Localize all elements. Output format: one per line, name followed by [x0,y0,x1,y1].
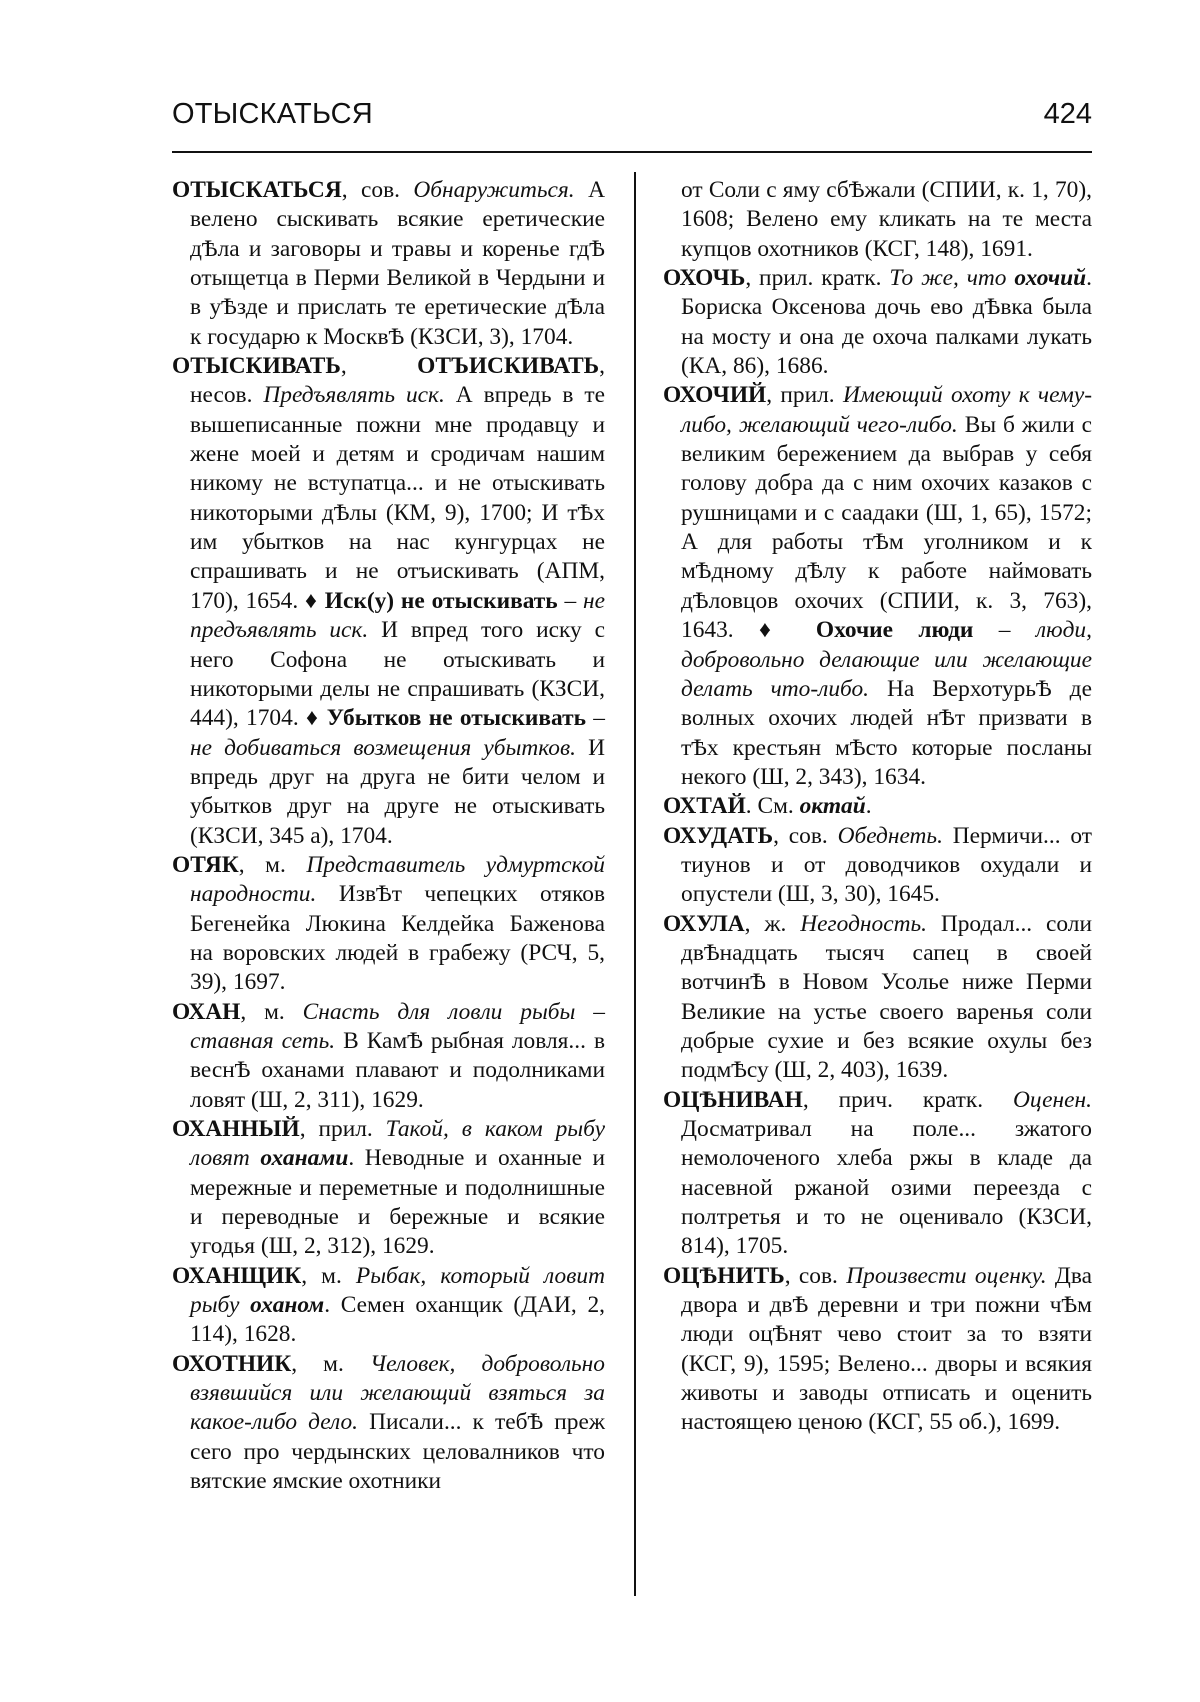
grammar-label: , ж. [744,910,787,937]
example-text: . Бориска Оксенова дочь ево дѢвка была на мосту и она де охоча палками лукать (КА, 86), 1686. [681,265,1092,380]
entry-continuation [663,176,1092,264]
entry-end-punct: . [865,793,872,820]
definition: Произвести оценку. [846,1262,1047,1289]
column-divider [634,172,636,1596]
page-header [172,96,1092,146]
dictionary-entry [663,264,1092,381]
example-text: И впред того иску с него Софона не отыскивать и никоторыми делы не спрашивать (КЗСИ, 444), 1704. [190,617,605,732]
headword: ОХАНЩИК [172,1262,302,1289]
example-text: Вы б жили с великим бережением да выбрав у себя голову добра да с ним охочих казаков с рушницами и с саадаки (Ш, 1, 65), 1572; А для работы тѢм уголником и к мѢдному дѢлу к работе наймовать дѢловцов охочих (СПИИ, к. 3, 763), 1643. [681,411,1092,644]
header-rule [172,151,1092,153]
running-title: ОТЫСКАТЬСЯ [172,98,373,130]
dictionary-entry [663,1086,1092,1262]
grammar-label: , сов. [784,1262,838,1289]
example-text: Продал... соли двѢнадцать тысяч сапец в своей вотчинѢ в Новом Усолье ниже Перми Великие на устье своего варенья соли добрые сухие и без всякие охулы без подмѢсу (Ш, 2, 403), 1639. [681,910,1092,1084]
example-text: А впредь в те вышеписанные пожни мне продавцу и жене моей и детям и сродичам нашим никому не вступатца... и не отыскивать никоторыми дѢлы (КМ, 9), 1700; И тѢх им убытков на нас кунгурцах не спрашивать и не отъискивать (АПМ, 170), 1654. [190,382,605,614]
headword: ОХТАЙ [663,793,746,820]
diamond-icon: ♦ [759,617,791,644]
grammar-label: , сов. [341,177,400,203]
dictionary-entry [663,792,1092,821]
dictionary-entry [172,851,605,998]
phrase-headword: Охочие люди [815,617,974,644]
example-text: А велено сыскивать всякие еретические дѢла и заговоры и травы и коренье гдѢ отыщетца в Перми Великой в Чердыни и в уѢзде и прислать те еретические дѢла к государю к МосквѢ (КЗСИ, 3), 1704. [190,177,605,350]
headword: ОТЯК [172,851,239,878]
example-text: . Семен оханщик (ДАИ, 2, 114), 1628. [190,1292,605,1348]
grammar-label: . См. [745,793,794,820]
grammar-label: , м. [238,851,286,878]
definition: Представитель удмуртской народности. [190,851,605,908]
dictionary-entry [172,176,605,352]
headword: ОЦѢНИВАН [663,1086,803,1113]
cross-reference: оханом [250,1292,325,1319]
page-number: 424 [1043,98,1092,130]
example-text: от Соли с яму сбѢжали (СПИИ, к. 1, 70), 1608; Велено ему кликать на те места купцов охотников (КСГ, 148), 1691. [681,177,1092,262]
definition: То же, что [889,265,1007,292]
headword: ОТЫСКАТЬСЯ [172,177,342,203]
headword: ОХАН [172,998,241,1025]
left-column [172,176,605,1496]
dictionary-entry [663,910,1092,1086]
grammar-label: , м. [240,998,285,1025]
dictionary-entry [172,1262,605,1350]
example-text: Досматривал на поле... зжатого немолоченого хлеба ржы в кладе да насевной ржаной озими переезда с полтретья и то не оценивало (КЗСИ, 814), 1705. [681,1116,1092,1260]
diamond-icon: ♦ [306,705,320,732]
definition: Снасть для ловли рыбы – ставная сеть. [190,998,605,1054]
grammar-label: , м. [301,1262,342,1289]
dictionary-entry [663,381,1092,792]
headword: ОТЫСКИВАТЬ [172,353,341,380]
grammar-label: , м. [291,1350,344,1377]
dictionary-entry [172,1115,605,1262]
grammar-label: , прил. [766,382,835,409]
definition: Рыбак, который ловит рыбу [190,1262,605,1319]
dictionary-entry [172,998,605,1115]
right-column [663,176,1092,1438]
headword: ОХАННЫЙ [172,1116,300,1142]
dictionary-entry [663,822,1092,910]
headword-separator: , [340,353,418,380]
cross-reference: охочий [1014,265,1087,292]
definition: Предъявлять иск. [263,382,445,409]
dictionary-entry [172,1350,605,1497]
example-text: ИзвѢт чепецких отяков Бегенейка Люкина Келдейка Баженова на воровских людей в грабежу (РСЧ, 5, 39), 1697. [190,881,605,996]
example-text: . Неводные и оханные и мережные и переметные и подолнишные и переводные и бережные и всякие угодья (Ш, 2, 312), 1629. [190,1145,605,1260]
cross-reference: октай [799,793,866,820]
example-text: В КамѢ рыбная ловля... в веснѢ оханами плавают и подолниками ловят (Ш, 2, 311), 1629. [190,1027,605,1113]
dictionary-entry [172,352,605,851]
phrase-definition: – не предъявлять иск. [190,587,605,644]
definition: Имеющий охоту к чему-либо, желающий чего-либо. [681,382,1092,438]
definition: Такой, в каком рыбу ловят [190,1116,605,1172]
phrase-headword: Иск(у) не отыскивать [324,587,558,614]
phrase-definition: – не добиваться возмещения убытков. [190,705,605,761]
headword: ОХУЛА [663,910,745,937]
definition: Человек, добровольно взявшийся или желающий взяться за какое-либо дело. [190,1350,605,1436]
example-text: Пермичи... от тиунов и от доводчиков охудали и опустели (Ш, 3, 30), 1645. [681,822,1092,908]
grammar-label: , сов. [773,822,828,849]
definition: Обнаружиться. [413,177,575,203]
grammar-label: , прил. [299,1116,373,1142]
cross-reference: оханами [260,1145,349,1172]
headword: ОХОТНИК [172,1350,292,1377]
grammar-label: , несов. [190,353,605,409]
diamond-icon: ♦ [305,587,318,614]
phrase-headword: Убытков не отыскивать [326,705,586,732]
headword: ОХОЧИЙ [663,382,767,409]
grammar-label: , прил. кратк. [745,265,882,292]
dictionary-entry [663,1262,1092,1438]
headword: ОЦѢНИТЬ [663,1262,785,1289]
example-text: Писали... к тебѢ преж сего про чердынских целовалников что вятские ямские охотники [190,1409,605,1495]
example-text: И впредь друг на друга не бити челом и убытков друг на друге не отыскивать (КЗСИ, 345 а), 1704. [190,734,605,849]
example-text: Два двора и двѢ деревни и три пожни чѢм люди оцѢнят чево стоит за то взяти (КСГ, 9), 1595; Велено... дворы и всякия животы и заводы отписать и оценить настоящею ценою (КСГ, 55 об.), 1699. [681,1262,1092,1436]
headword-variant: ОТЪИСКИВАТЬ [417,353,600,380]
grammar-label: , прич. кратк. [802,1086,984,1113]
example-text: На ВерхотурьѢ де волных охочих людей нѢт призвати в тѢх крестьян мѢсто которые посланы некого (Ш, 2, 343), 1634. [681,675,1092,790]
definition: Негодность. [800,910,927,937]
headword: ОХОЧЬ [663,265,746,292]
definition: Оценен. [1013,1086,1092,1113]
definition: Обеднеть. [837,822,943,849]
headword: ОХУДАТЬ [663,822,774,849]
phrase-definition: – люди, добровольно делающие или желающие делать что-либо. [681,617,1092,702]
